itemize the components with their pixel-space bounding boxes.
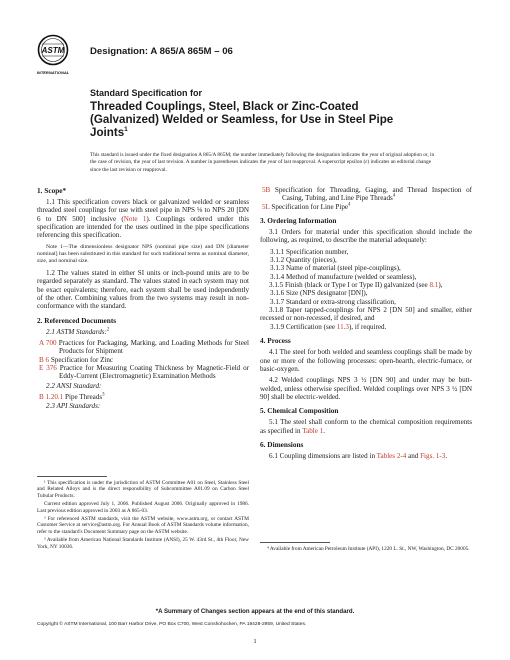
paragraph-3-1: 3.1 Orders for material under this specification should include the following, as required, to describe the material adequately: <box>260 228 472 245</box>
section-heading-chemical: 5. Chemical Composition <box>260 406 339 416</box>
list-item: 3.1.4 Method of manufacture (welded or seamless), <box>270 272 417 281</box>
reference-api-5b: 5B Specification for Threading, Gaging, and Thread Inspection of Casing, Tubing, and Line Pipe Threads$^4$ <box>262 186 472 203</box>
document-title <box>90 86 430 139</box>
tables-2-4-link[interactable]: Tables 2-4 <box>376 451 407 460</box>
title-line-4: Joints$^1$ <box>90 126 128 139</box>
svg-text:INTERNATIONAL: INTERNATIONAL <box>36 70 70 75</box>
list-item: 3.1.9 Certification (see 11.3), if required. <box>270 322 387 331</box>
title-line-3: (Galvanized) Welded or Seamless, for Use in Steel Pipe <box>90 113 394 126</box>
footnote-3: ³ Available from American National Standards Institute (ANSI), 25 W. 43rd St., 4th Floor, New York, NY 10036. <box>37 537 249 550</box>
table-1-link[interactable]: Table 1 <box>302 426 324 435</box>
svg-text:ASTM: ASTM <box>41 46 65 55</box>
note-1: Note 1—The dimensionless designator NPS (nominal pipe size) and DN [diameter nominal] has been substituted in this standard for such traditional terms as nominal diameter, size, and nominal size. <box>37 243 249 264</box>
reference-link-e376[interactable]: E 376 <box>39 364 57 373</box>
copyright-notice: Copyright © ASTM International, 100 Barr Harbor Drive, PO Box C700, West Conshohocken, PA 19428-2959, United States. <box>37 622 307 627</box>
summary-of-changes-note: *A Summary of Changes section appears at the end of this standard. <box>155 608 355 615</box>
section-8-1-link[interactable]: 8.1 <box>429 281 439 290</box>
list-item: 3.1.6 Size (NPS designator [DN]), <box>270 289 368 298</box>
document-header <box>36 34 476 78</box>
section-heading-ordering: 3. Ordering Information <box>260 216 337 226</box>
paragraph-1-2: 1.2 The values stated in either SI units or inch-pound units are to be regarded separately as standard. The values stated in each system may not be exact equivalents; therefore, each system shall be used independently of the other. Combining values from the two systems may result in non-conformance with the standard. <box>37 269 249 311</box>
footnote-divider-right <box>260 542 330 543</box>
astm-standards-label: 2.1 ASTM Standards:$^2$ <box>46 327 110 336</box>
paragraph-5-1: 5.1 The steel shall conform to the chemical composition requirements as specified in Table 1. <box>260 418 472 435</box>
left-column <box>37 186 249 414</box>
paragraph-1-1: 1.1 This specification covers black or galvanized welded or seamless threaded steel couplings for use with steel pipe in NPS ⅛ to NPS 20 [DN 6 to DN 500] inclusive (Note 1). Couplings ordered under this specification are intended for the uses outlined in the pipe specifications referencing this specification. <box>37 198 249 240</box>
section-heading-scope: 1. Scope* <box>37 186 67 195</box>
reference-link-5l[interactable]: 5L <box>262 202 270 211</box>
reference-a700: A 700 Practices for Packaging, Marking, and Loading Methods for Steel Products for Shipment <box>39 339 249 356</box>
reference-e376: E 376 Practice for Measuring Coating Thickness by Magnetic-Field or Eddy-Current (Electromagnetic) Examination Methods <box>39 364 249 381</box>
astm-logo-icon <box>36 34 70 78</box>
reference-b1-20-1: B 1.20.1 Pipe Threads$^3$ <box>39 392 105 402</box>
page-number: 1 <box>253 638 257 645</box>
reference-link-b1-20-1[interactable]: B 1.20.1 <box>39 393 64 402</box>
section-heading-dimensions: 6. Dimensions <box>260 439 304 449</box>
footnote-1: ¹ This specification is under the jurisdiction of ASTM Committee A01 on Steel, Stainless Steel and Related Alloys and is the direct responsibility of Subcommittee A01.09 on Carbon Steel Tubular Products. <box>37 480 249 499</box>
api-standards-label: 2.3 API Standards: <box>46 402 101 411</box>
list-item: 3.1.5 Finish (black or Type I or Type II) galvanized (see 8.1), <box>269 281 443 290</box>
reference-link-a700[interactable]: A 700 <box>39 339 57 348</box>
reference-link-b6[interactable]: B 6 <box>39 355 50 364</box>
right-column <box>260 186 472 463</box>
footnotes-right <box>260 546 472 554</box>
footnote-divider-left <box>37 476 107 477</box>
footnote-1-edition: Current edition approved July 1, 2006. Published August 2006. Originally approved in 1986. Last previous edition approved in 2003 as A 865-03. <box>37 501 249 514</box>
list-item: 3.1.7 Standard or extra-strong classification, <box>270 297 396 306</box>
section-heading-references: 2. Referenced Documents <box>37 315 117 325</box>
reference-link-5b[interactable]: 5B <box>262 186 271 194</box>
footnotes-left <box>37 480 249 552</box>
note-1-link[interactable]: Note 1 <box>123 214 147 223</box>
title-line-1: Standard Specification for <box>90 88 203 98</box>
reference-api-5l: 5L Specification for Line Pipe$^4$ <box>262 202 351 211</box>
list-item: 3.1.8 Taper tapped-couplings for NPS 2 [DN 50] and smaller, either recessed or non-recessed, if desired, and <box>260 306 472 323</box>
paragraph-6-1: 6.1 Coupling dimensions are listed in Tables 2-4 and Figs. 1-3. <box>269 451 448 460</box>
section-heading-process: 4. Process <box>260 336 291 346</box>
footnote-4: ⁴ Available from American Petroleum Institute (API), 1220 L. St., NW, Washington, DC 20005. <box>267 546 470 552</box>
list-item: 3.1.3 Name of material (steel pipe-couplings), <box>270 264 401 273</box>
reference-b6: B 6 Specification for Zinc <box>39 355 114 364</box>
designation: Designation: A 865/A 865M – 06 <box>90 46 233 57</box>
list-item: 3.1.1 Specification number, <box>270 247 349 256</box>
ansi-standard-label: 2.2 ANSI Standard: <box>46 381 102 390</box>
issued-statement: This standard is issued under the fixed designation A 865/A 865M; the number immediately following the designation indicates the year of original adoption or, in the case of revision, the year of last revision. A number in parentheses indicates the year of last reapproval. A superscript epsilon (ε) indicates an editorial change since the last revision or reapproval. <box>90 152 435 173</box>
footnote-2: ² For referenced ASTM standards, visit the ASTM website, www.astm.org, or contact ASTM Customer Service at service@astm.org. For Annual Book of ASTM Standards volume information, refer to the standard's Document Summary page on the ASTM website. <box>37 516 249 535</box>
paragraph-4-2: 4.2 Welded couplings NPS 3 ½ [DN 90] and under may be butt-welded, unless otherwise specified. Welded couplings over NPS 3 ½ [DN 90] shall be electric-welded. <box>260 376 472 401</box>
figs-1-3-link[interactable]: Figs. 1-3 <box>420 451 446 460</box>
section-11-3-link[interactable]: 11.3 <box>336 322 349 331</box>
paragraph-4-1: 4.1 The steel for both welded and seamless couplings shall be made by one or more of the following processes: open-hearth, electric-furnace, or basic-oxygen. <box>260 348 472 373</box>
list-item: 3.1.2 Quantity (pieces), <box>270 256 337 265</box>
title-line-2: Threaded Couplings, Steel, Black or Zinc-Coated <box>90 100 359 113</box>
